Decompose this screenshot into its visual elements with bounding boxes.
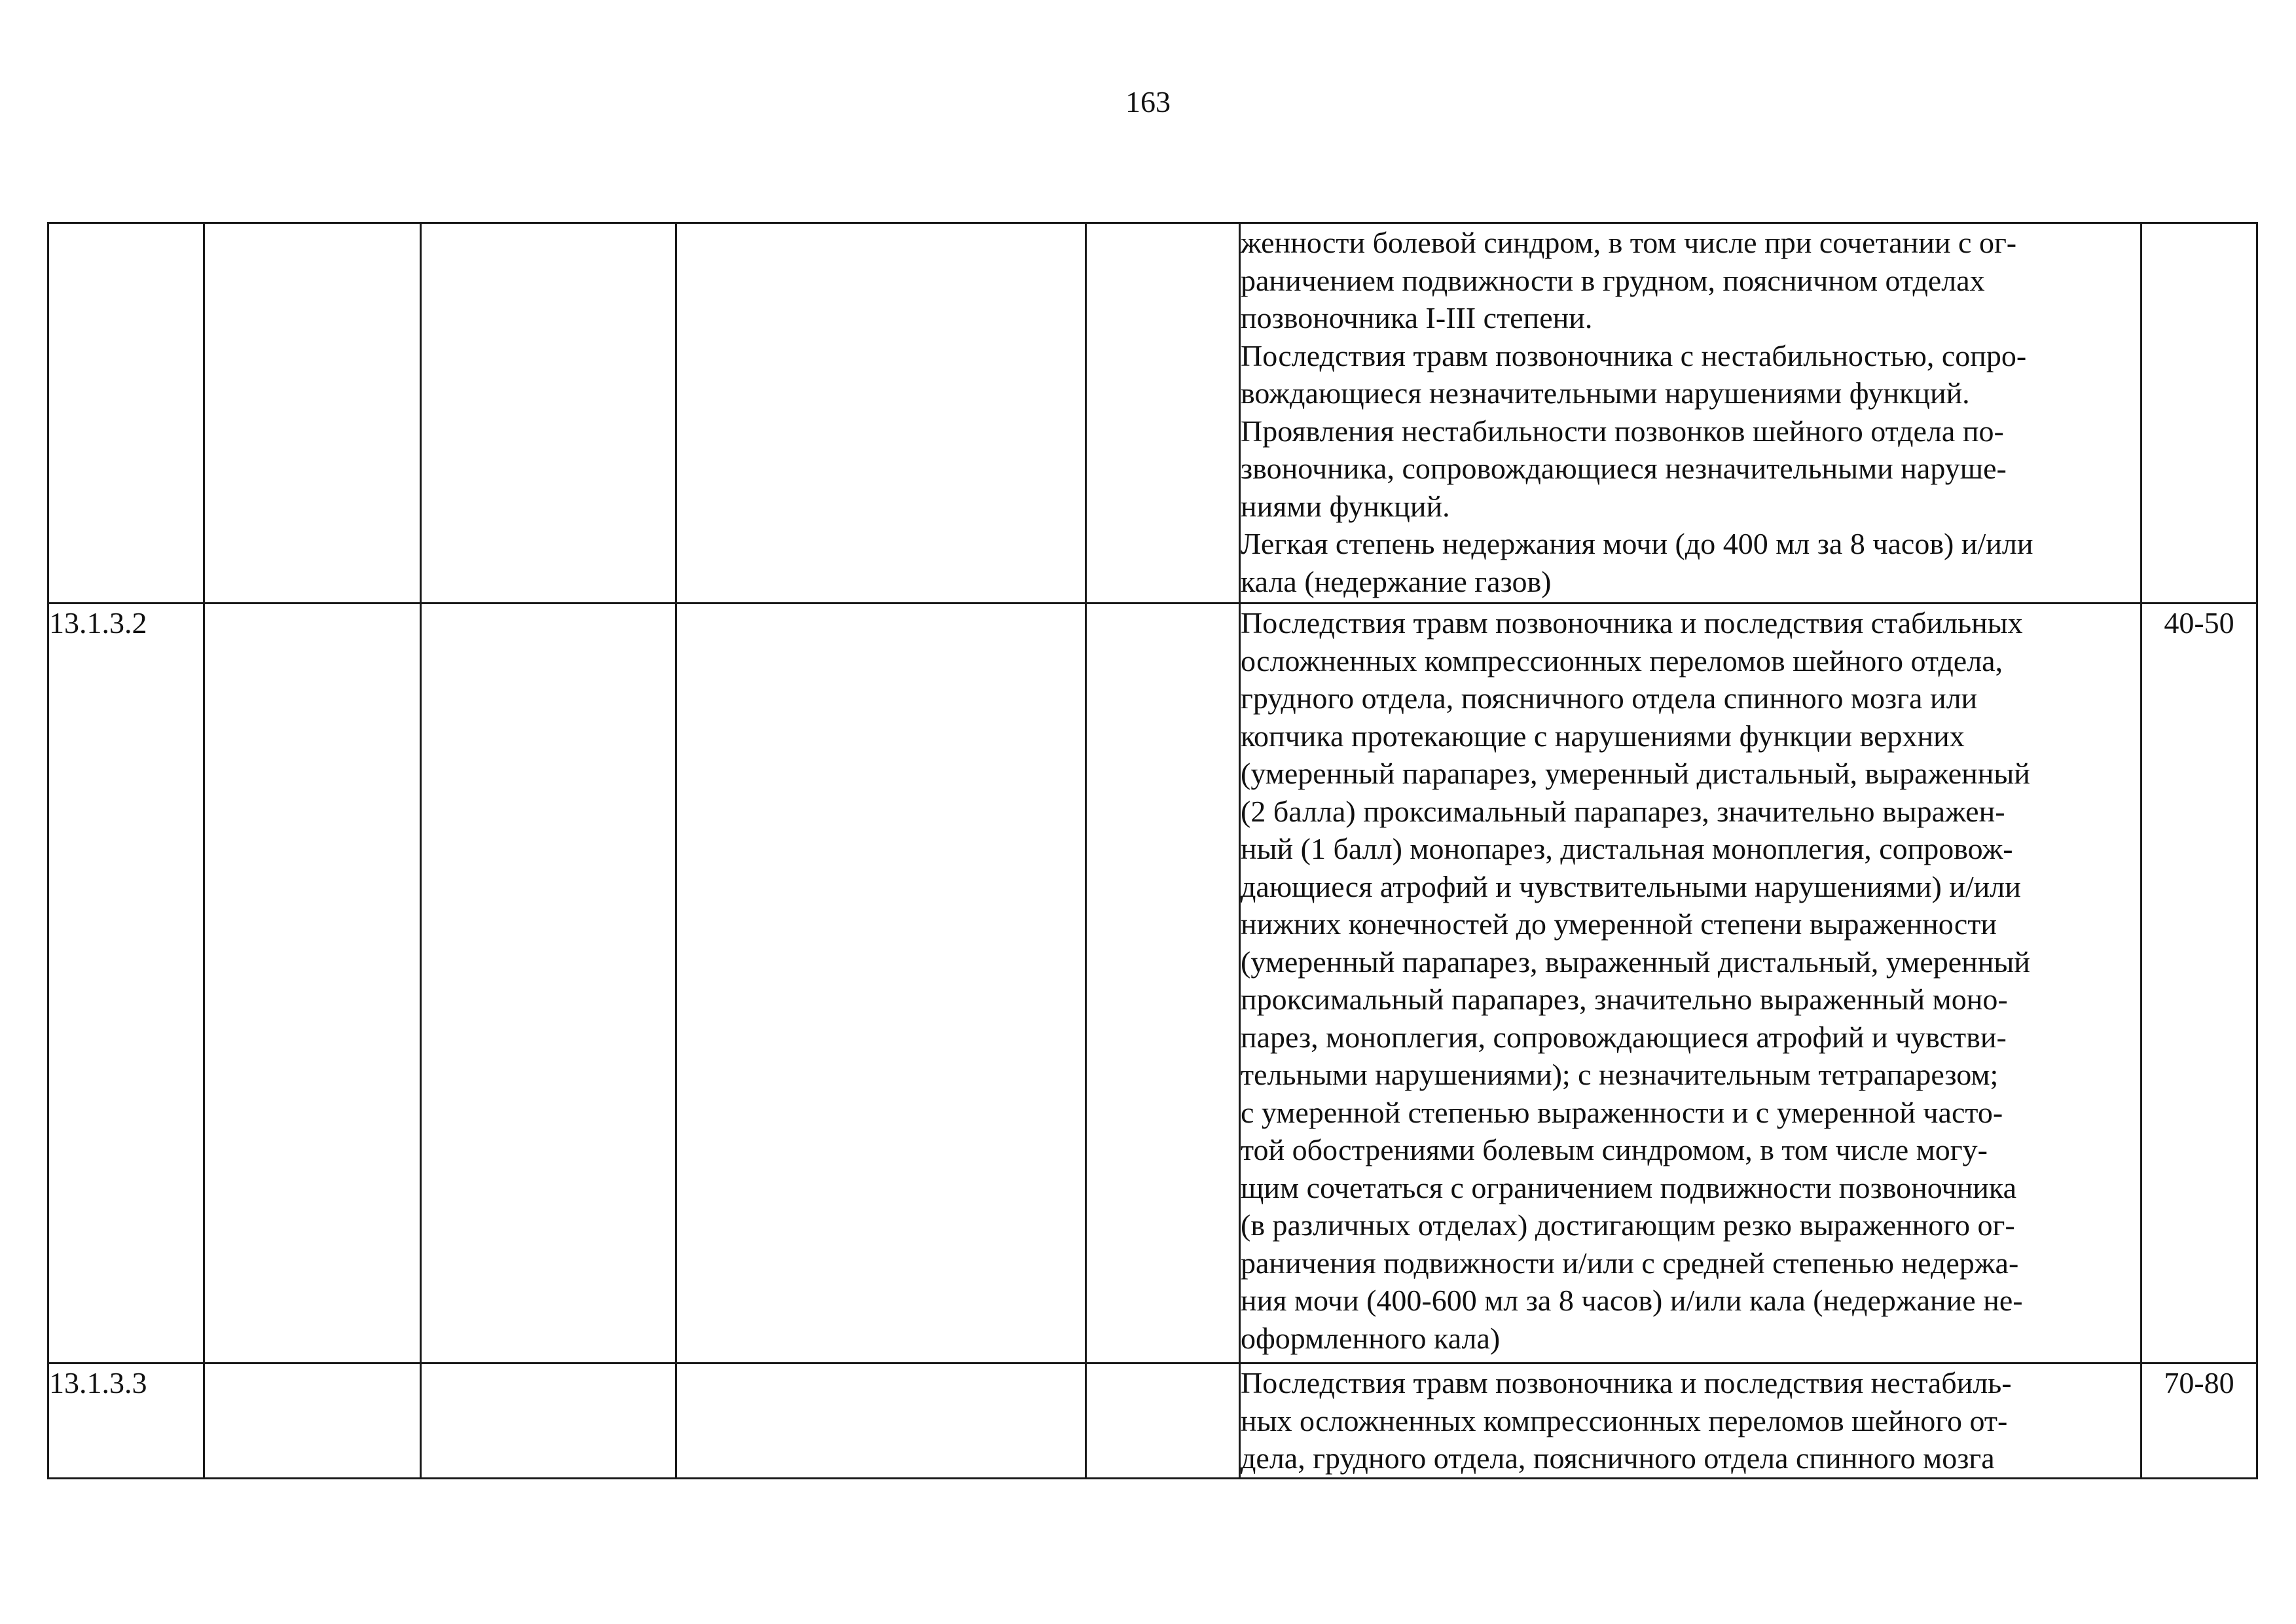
description-line: ных осложненных компрессионных переломов шейного от-	[1241, 1403, 2008, 1437]
empty-cell	[204, 1363, 421, 1479]
description-line: парез, моноплегия, сопровождающиеся атрофий и чувстви-	[1241, 1020, 2007, 1054]
empty-cell	[1086, 1363, 1240, 1479]
empty-cell	[204, 604, 421, 1363]
empty-cell	[676, 604, 1086, 1363]
description-line: Проявления нестабильности позвонков шейного отдела по-	[1241, 414, 2004, 448]
description-line: (умеренный парапарез, умеренный дистальный, выраженный	[1241, 757, 2030, 790]
description-line: дающиеся атрофий и чувствительными нарушениями) и/или	[1241, 869, 2021, 903]
description-line: с умеренной степенью выраженности и с умеренной часто-	[1241, 1095, 2003, 1129]
table-row	[48, 1363, 2257, 1479]
description-line: Последствия травм позвоночника и последствия стабильных	[1241, 606, 2023, 640]
description-line: звоночника, сопровождающиеся незначительными наруше-	[1241, 452, 2007, 485]
description-line: (2 балла) проксимальный парапарез, значительно выражен-	[1241, 794, 2005, 828]
criteria-table	[47, 222, 2258, 1479]
description-line: вождающиеся незначительными нарушениями функций.	[1241, 376, 1970, 410]
description-line: тельными нарушениями); с незначительным тетрапарезом;	[1241, 1058, 1999, 1091]
description-line: Последствия травм позвоночника с нестабильностью, сопро-	[1241, 338, 2027, 372]
empty-cell	[1086, 604, 1240, 1363]
empty-cell	[421, 1363, 676, 1479]
description-line: проксимальный парапарез, значительно выраженный моно-	[1241, 983, 2008, 1016]
description-line: ния мочи (400-600 мл за 8 часов) и/или кала (недержание не-	[1241, 1284, 2023, 1317]
description-line: оформленного кала)	[1241, 1321, 1501, 1355]
description-line: Легкая степень недержания мочи (до 400 мл за 8 часов) и/или	[1241, 527, 2033, 560]
description-line: нижних конечностей до умеренной степени выраженности	[1241, 907, 1997, 941]
description-line: осложненных компрессионных переломов шейного отдела,	[1241, 643, 2003, 677]
description-line: кала (недержание газов)	[1241, 564, 1552, 598]
description-line: раничения подвижности и/или с средней степенью недержа-	[1241, 1246, 2019, 1280]
description-line: позвоночника I-III степени.	[1241, 301, 1593, 334]
empty-cell	[676, 1363, 1086, 1479]
description-line: ный (1 балл) монопарез, дистальная моноплегия, сопровож-	[1241, 832, 2013, 865]
description-cell	[1240, 223, 2141, 604]
table-row	[48, 604, 2257, 1363]
empty-cell	[676, 223, 1086, 604]
empty-cell	[421, 604, 676, 1363]
score-cell	[2141, 223, 2257, 604]
description-line: той обострениями болевым синдромом, в том числе могу-	[1241, 1133, 1988, 1166]
description-line: (умеренный парапарез, выраженный дистальный, умеренный	[1241, 945, 2030, 979]
description-line: дела, грудного отдела, поясничного отдела спинного мозга	[1241, 1441, 1995, 1475]
description-line: женности болевой синдром, в том числе при сочетании с ог-	[1241, 226, 2017, 259]
score-cell: 70-80	[2141, 1363, 2257, 1479]
description-line: грудного отдела, поясничного отдела спинного мозга или	[1241, 681, 1978, 715]
page-number: 163	[1125, 85, 1171, 118]
empty-cell	[421, 223, 676, 604]
code-cell	[48, 223, 204, 604]
description-line: копчика протекающие с нарушениями функции верхних	[1241, 719, 1965, 753]
score-cell: 40-50	[2141, 604, 2257, 1363]
description-line: щим сочетаться с ограничением подвижности позвоночника	[1241, 1170, 2016, 1204]
description-line: (в различных отделах) достигающим резко выраженного ог-	[1241, 1208, 2015, 1242]
table-row	[48, 223, 2257, 604]
description-line: ниями функций.	[1241, 489, 1450, 523]
description-line: Последствия травм позвоночника и последствия нестабиль-	[1241, 1366, 2012, 1399]
code-cell: 13.1.3.2	[48, 604, 204, 1363]
description-line: раничением подвижности в грудном, поясничном отделах	[1241, 263, 1985, 297]
empty-cell	[1086, 223, 1240, 604]
code-cell: 13.1.3.3	[48, 1363, 204, 1479]
description-cell	[1240, 604, 2141, 1363]
description-cell	[1240, 1363, 2141, 1479]
empty-cell	[204, 223, 421, 604]
